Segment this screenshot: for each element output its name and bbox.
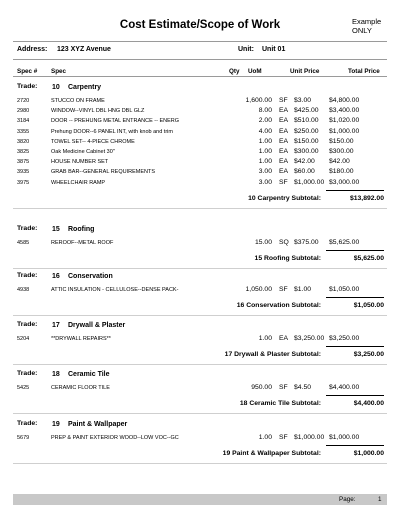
quantity: 3.00 [258,178,272,186]
spec-code: 3875 [17,159,30,166]
address-value: 123 XYZ Avenue [57,46,111,53]
quantity: 8.00 [258,107,272,115]
trade-label: Trade: [17,225,38,232]
unit-price: $300.00 [294,148,319,155]
spec-code: 3825 [17,149,30,155]
unit-of-measure: EA [279,127,289,135]
line-item-row [0,97,400,107]
quantity: 4.00 [258,127,272,135]
subtotal-rule [326,395,384,396]
column-header-divider [13,76,387,77]
col-header-spec-num: Spec # [17,68,38,75]
footer-bar [13,494,387,505]
total-price: $3,000.00 [329,178,360,186]
header-divider-top [13,41,387,42]
total-price: $3,250.00 [329,335,360,342]
example-note-line2: ONLY [352,26,372,35]
trade-number: 16 [52,273,60,280]
line-item-row [0,158,400,168]
quantity: 1.00 [258,335,272,342]
spec-code: 3820 [17,138,30,145]
unit-of-measure: EA [279,335,289,342]
quantity: 1.00 [258,137,272,145]
unit-price: $425.00 [294,107,319,115]
subtotal-rule [326,297,384,298]
col-header-uom: UoM [248,68,262,75]
total-price: $1,000.00 [329,127,360,135]
line-item-row [0,138,400,148]
total-price: $4,800.00 [329,97,360,104]
subtotal-value: $5,625.00 [353,255,384,262]
spec-code: 2980 [17,108,30,115]
line-item-row [0,107,400,117]
trade-name: Paint & Wallpaper [68,421,128,428]
spec-description: ATTIC INSULATION - CELLULOSE--DENSE PACK- [51,287,179,293]
unit-of-measure: SQ [279,239,289,246]
spec-description: PREP & PAINT EXTERIOR WOOD--LOW VOC--GC [51,435,179,441]
unit-of-measure: SF [279,178,288,186]
total-price: $1,050.00 [329,286,360,293]
unit-of-measure: SF [279,384,288,391]
subtotal-label: 19 Paint & Wallpaper Subtotal: [222,450,321,457]
spec-code: 3975 [17,179,30,186]
subtotal-row [0,255,400,265]
trade-name: Ceramic Tile [68,371,110,378]
quantity: 2.00 [258,117,272,125]
spec-description: Oak Medicine Cabinet 30" [51,149,115,155]
trade-divider [13,463,387,464]
address-label: Address: [17,46,48,53]
trade-number: 15 [52,226,60,233]
col-header-qty: Qty [229,68,240,75]
subtotal-rule [326,445,384,446]
trade-divider [13,208,387,209]
example-note-line1: Example [352,17,382,26]
trade-number: 18 [52,371,60,378]
estimate-title: Cost Estimate/Scope of Work [119,19,281,31]
spec-code: 4585 [17,240,30,246]
unit-price: $250.00 [294,127,319,135]
spec-code: 5204 [17,336,30,342]
spec-description: GRAB BAR--GENERAL REQUIREMENTS [51,169,156,176]
unit-of-measure: EA [279,107,289,115]
trade-name: Roofing [68,226,95,233]
quantity: 1,050.00 [245,286,272,293]
spec-code: 3184 [17,118,30,125]
subtotal-rule [326,250,384,251]
spec-description: TOWEL SET-- 4-PIECE CHROME [51,138,135,145]
unit-of-measure: EA [279,117,289,125]
unit-price: $3,250.00 [294,335,325,342]
trade-header [0,83,400,93]
subtotal-label: 16 Conservation Subtotal: [236,302,321,309]
subtotal-label: 15 Roofing Subtotal: [254,255,321,262]
spec-description: **DRYWALL REPAIRS** [51,336,111,342]
unit-price: $150.00 [294,137,319,145]
header-divider-bottom [13,59,387,60]
quantity: 1.00 [258,158,272,166]
trade-number: 10 [52,84,60,91]
subtotal-value: $3,250.00 [353,351,384,358]
subtotal-row [0,400,400,410]
trade-number: 17 [52,322,60,329]
line-item-row [0,128,400,138]
unit-price: $3.00 [294,97,312,104]
trade-divider [13,364,387,365]
unit-of-measure: SF [279,434,288,441]
total-price: $180.00 [329,168,354,176]
trade-header [0,272,400,282]
unit-of-measure: EA [279,148,289,155]
unit-of-measure: SF [279,286,288,293]
unit-price: $60.00 [294,168,315,176]
subtotal-row [0,195,400,205]
total-price: $1,020.00 [329,117,360,125]
trade-label: Trade: [17,420,38,427]
col-header-spec: Spec [51,68,67,75]
total-price: $150.00 [329,137,354,145]
subtotal-value: $4,400.00 [353,400,384,407]
subtotal-rule [326,346,384,347]
quantity: 1.00 [258,434,272,441]
unit-price: $1.00 [294,286,312,293]
unit-value: Unit 01 [262,46,286,53]
unit-of-measure: SF [279,97,288,104]
subtotal-rule [326,190,384,191]
trade-header [0,370,400,380]
total-price: $4,400.00 [329,384,360,391]
unit-of-measure: EA [279,158,289,166]
spec-description: STUCCO ON FRAME [51,98,105,104]
spec-description: REROOF--METAL ROOF [51,240,114,246]
col-header-total-price: Total Price [348,68,380,75]
spec-description: WHEELCHAIR RAMP [51,179,106,186]
unit-of-measure: EA [279,168,289,176]
line-item-row [0,335,400,345]
spec-code: 3355 [17,128,30,135]
line-item-row [0,168,400,178]
quantity: 15.00 [254,239,272,246]
spec-description: DOOR -- PREHUNG METAL ENTRANCE -- ENERG [51,118,180,125]
trade-name: Conservation [68,273,113,280]
unit-price: $510.00 [294,117,319,125]
quantity: 3.00 [258,168,272,176]
subtotal-label: 18 Ceramic Tile Subtotal: [239,400,321,407]
trade-divider [13,315,387,316]
unit-of-measure: EA [279,137,289,145]
page-label: Page: [339,496,356,503]
total-price: $5,625.00 [329,239,360,246]
spec-description: HOUSE NUMBER SET [51,159,109,166]
trade-name: Drywall & Plaster [68,322,126,329]
trade-header [0,225,400,235]
spec-code: 3935 [17,169,30,176]
trade-divider [13,268,387,269]
subtotal-row [0,302,400,312]
total-price: $1,000.00 [329,434,360,441]
line-item-row [0,148,400,158]
line-item-row [0,384,400,394]
subtotal-row [0,351,400,361]
trade-label: Trade: [17,370,38,377]
spec-code: 5425 [17,385,30,391]
trade-label: Trade: [17,272,38,279]
subtotal-label: 17 Drywall & Plaster Subtotal: [224,351,321,358]
unit-price: $4.50 [294,384,312,391]
col-header-unit-price: Unit Price [290,68,320,75]
total-price: $42.00 [329,158,350,166]
line-item-row [0,239,400,249]
quantity: 950.00 [251,384,272,391]
trade-label: Trade: [17,321,38,328]
total-price: $300.00 [329,148,354,155]
total-price: $3,400.00 [329,107,360,115]
spec-description: Prehung DOOR--6 PANEL INT, with knob and trim [51,128,173,135]
subtotal-label: 10 Carpentry Subtotal: [248,194,321,202]
quantity: 1.00 [258,148,272,155]
line-item-row [0,286,400,296]
spec-description: WINDOW--VINYL DBL HNG DBL GLZ [51,108,145,115]
spec-code: 4938 [17,287,30,293]
page-number: 1 [378,496,382,503]
example-note [352,17,397,35]
unit-price: $1,000.00 [294,178,325,186]
line-item-row [0,179,400,189]
subtotal-value: $1,000.00 [353,450,384,457]
subtotal-value: $1,050.00 [353,302,384,309]
subtotal-row [0,450,400,460]
trade-name: Carpentry [68,84,102,91]
trade-header [0,420,400,430]
unit-price: $1,000.00 [294,434,325,441]
trade-header [0,321,400,331]
line-item-row [0,117,400,127]
quantity: 1,600.00 [245,97,272,104]
spec-code: 2720 [17,98,30,104]
line-item-row [0,434,400,444]
trade-label: Trade: [17,83,38,90]
subtotal-value: $13,892.00 [349,194,384,202]
unit-label: Unit: [238,46,254,53]
trade-divider [13,413,387,414]
trade-number: 19 [52,421,60,428]
unit-price: $42.00 [294,158,315,166]
unit-price: $375.00 [294,239,319,246]
spec-description: CERAMIC FLOOR TILE [51,385,110,391]
spec-code: 5679 [17,435,30,441]
